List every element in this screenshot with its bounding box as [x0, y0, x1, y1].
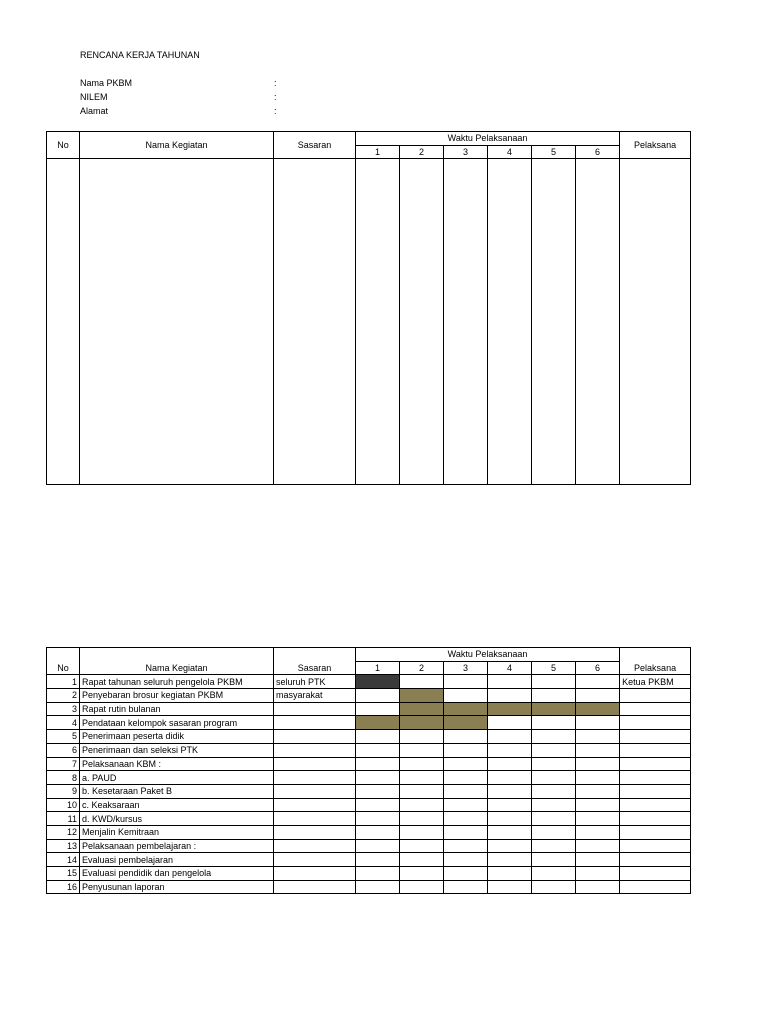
executor — [620, 771, 691, 785]
field-separator: : — [274, 78, 277, 88]
month-cell-3 — [444, 784, 488, 798]
month-cell-6 — [576, 825, 620, 839]
target-group — [274, 812, 356, 826]
month-cell-5 — [532, 743, 576, 757]
header-sasaran: Sasaran — [274, 648, 356, 675]
target-group: seluruh PTK — [274, 675, 356, 689]
month-cell-3 — [444, 812, 488, 826]
month-cell-3 — [444, 771, 488, 785]
scheduled-month-cell — [400, 716, 444, 730]
month-cell-5 — [532, 853, 576, 867]
field-label: NILEM — [80, 92, 108, 102]
month-cell-5 — [532, 880, 576, 894]
field-label: Nama PKBM — [80, 78, 133, 88]
table-row — [47, 812, 691, 826]
month-cell-5 — [532, 757, 576, 771]
header-month: 6 — [576, 661, 620, 675]
month-cell-4 — [488, 743, 532, 757]
month-cell-1 — [356, 702, 400, 716]
row-number: 5 — [47, 730, 80, 744]
month-cell-2 — [400, 784, 444, 798]
empty-cell — [532, 159, 576, 485]
empty-cell — [400, 159, 444, 485]
target-group — [274, 839, 356, 853]
target-group — [274, 880, 356, 894]
activity-name: b. Kesetaraan Paket B — [80, 784, 274, 798]
month-cell-1 — [356, 757, 400, 771]
header-month: 3 — [444, 661, 488, 675]
target-group — [274, 757, 356, 771]
table-row — [47, 839, 691, 853]
month-cell-6 — [576, 798, 620, 812]
header-waktu-pelaksanaan: Waktu Pelaksanaan — [356, 648, 620, 662]
executor — [620, 853, 691, 867]
table-row — [47, 771, 691, 785]
month-cell-5 — [532, 812, 576, 826]
activity-name: Rapat rutin bulanan — [80, 702, 274, 716]
month-cell-4 — [488, 689, 532, 703]
table-row — [47, 853, 691, 867]
target-group — [274, 867, 356, 881]
table-row — [47, 675, 691, 689]
empty-cell — [47, 159, 80, 485]
header-nama-kegiatan: Nama Kegiatan — [80, 648, 274, 675]
field-label: Alamat — [80, 106, 109, 116]
activity-name: a. PAUD — [80, 771, 274, 785]
row-number: 4 — [47, 716, 80, 730]
activity-name: c. Keaksaraan — [80, 798, 274, 812]
month-cell-6 — [576, 716, 620, 730]
field-separator: : — [274, 106, 277, 116]
header-pelaksana: Pelaksana — [620, 132, 691, 159]
month-cell-6 — [576, 730, 620, 744]
schedule-body — [47, 675, 691, 894]
month-cell-3 — [444, 689, 488, 703]
scheduled-month-cell — [400, 702, 444, 716]
table-row — [47, 716, 691, 730]
month-cell-3 — [444, 675, 488, 689]
scheduled-month-cell — [444, 702, 488, 716]
month-cell-1 — [356, 880, 400, 894]
month-cell-3 — [444, 839, 488, 853]
header-nama-kegiatan: Nama Kegiatan — [80, 132, 274, 159]
month-cell-3 — [444, 798, 488, 812]
table-row — [47, 730, 691, 744]
month-cell-2 — [400, 812, 444, 826]
empty-cell — [576, 159, 620, 485]
target-group — [274, 730, 356, 744]
month-cell-6 — [576, 867, 620, 881]
month-cell-6 — [576, 784, 620, 798]
target-group — [274, 716, 356, 730]
target-group: masyarakat — [274, 689, 356, 703]
field-nama-pkbm — [80, 78, 277, 88]
field-nilem — [80, 92, 277, 102]
month-cell-6 — [576, 812, 620, 826]
header-month: 5 — [532, 661, 576, 675]
month-cell-5 — [532, 839, 576, 853]
header-month: 4 — [488, 145, 532, 159]
month-cell-2 — [400, 730, 444, 744]
header-month: 2 — [400, 661, 444, 675]
month-cell-4 — [488, 771, 532, 785]
schedule-table — [46, 647, 691, 894]
row-number: 15 — [47, 867, 80, 881]
field-alamat — [80, 106, 277, 116]
month-cell-5 — [532, 798, 576, 812]
header-sasaran: Sasaran — [274, 132, 356, 159]
month-cell-2 — [400, 853, 444, 867]
executor — [620, 689, 691, 703]
month-cell-2 — [400, 675, 444, 689]
month-cell-4 — [488, 880, 532, 894]
month-cell-6 — [576, 743, 620, 757]
month-cell-1 — [356, 771, 400, 785]
table-row — [47, 784, 691, 798]
executor — [620, 784, 691, 798]
row-number: 10 — [47, 798, 80, 812]
activity-name: Evaluasi pembelajaran — [80, 853, 274, 867]
empty-plan-table — [46, 131, 691, 485]
empty-cell — [488, 159, 532, 485]
executor — [620, 757, 691, 771]
month-cell-2 — [400, 798, 444, 812]
month-cell-2 — [400, 880, 444, 894]
row-number: 8 — [47, 771, 80, 785]
executor — [620, 716, 691, 730]
month-cell-4 — [488, 784, 532, 798]
month-cell-1 — [356, 784, 400, 798]
month-cell-6 — [576, 853, 620, 867]
target-group — [274, 853, 356, 867]
table-row — [47, 880, 691, 894]
month-cell-1 — [356, 798, 400, 812]
month-cell-1 — [356, 689, 400, 703]
table-row — [47, 825, 691, 839]
row-number: 1 — [47, 675, 80, 689]
activity-name: Pelaksanaan KBM : — [80, 757, 274, 771]
row-number: 12 — [47, 825, 80, 839]
month-cell-5 — [532, 675, 576, 689]
month-cell-4 — [488, 730, 532, 744]
month-cell-4 — [488, 675, 532, 689]
activity-name: Penyebaran brosur kegiatan PKBM — [80, 689, 274, 703]
activity-name: Rapat tahunan seluruh pengelola PKBM — [80, 675, 274, 689]
table-row — [47, 798, 691, 812]
document-title: RENCANA KERJA TAHUNAN — [80, 50, 200, 60]
month-cell-1 — [356, 730, 400, 744]
empty-cell — [444, 159, 488, 485]
month-cell-3 — [444, 880, 488, 894]
month-cell-6 — [576, 880, 620, 894]
executor — [620, 839, 691, 853]
month-cell-6 — [576, 839, 620, 853]
month-cell-4 — [488, 716, 532, 730]
header-waktu-pelaksanaan: Waktu Pelaksanaan — [356, 132, 620, 146]
month-cell-3 — [444, 730, 488, 744]
executor — [620, 730, 691, 744]
table-row — [47, 757, 691, 771]
scheduled-month-cell — [400, 689, 444, 703]
row-number: 6 — [47, 743, 80, 757]
month-cell-2 — [400, 743, 444, 757]
scheduled-month-cell — [356, 675, 400, 689]
table-row — [47, 689, 691, 703]
row-number: 7 — [47, 757, 80, 771]
executor: Ketua PKBM — [620, 675, 691, 689]
month-cell-5 — [532, 771, 576, 785]
header-month: 3 — [444, 145, 488, 159]
scheduled-month-cell — [356, 716, 400, 730]
scheduled-month-cell — [444, 716, 488, 730]
activity-name: Pelaksanaan pembelajaran : — [80, 839, 274, 853]
header-month: 4 — [488, 661, 532, 675]
executor — [620, 798, 691, 812]
month-cell-3 — [444, 825, 488, 839]
month-cell-4 — [488, 757, 532, 771]
activity-name: Penerimaan dan seleksi PTK — [80, 743, 274, 757]
executor — [620, 880, 691, 894]
month-cell-1 — [356, 867, 400, 881]
month-cell-5 — [532, 716, 576, 730]
executor — [620, 867, 691, 881]
month-cell-4 — [488, 853, 532, 867]
month-cell-4 — [488, 812, 532, 826]
header-month: 1 — [356, 661, 400, 675]
month-cell-4 — [488, 798, 532, 812]
empty-cell — [274, 159, 356, 485]
month-cell-5 — [532, 825, 576, 839]
month-cell-6 — [576, 675, 620, 689]
month-cell-5 — [532, 689, 576, 703]
activity-name: Pendataan kelompok sasaran program — [80, 716, 274, 730]
month-cell-4 — [488, 839, 532, 853]
month-cell-2 — [400, 839, 444, 853]
month-cell-6 — [576, 757, 620, 771]
empty-body-row — [47, 159, 691, 485]
executor — [620, 743, 691, 757]
header-no: No — [47, 648, 80, 675]
header-month: 5 — [532, 145, 576, 159]
empty-cell — [356, 159, 400, 485]
month-cell-4 — [488, 867, 532, 881]
executor — [620, 812, 691, 826]
month-cell-1 — [356, 743, 400, 757]
activity-name: Menjalin Kemitraan — [80, 825, 274, 839]
target-group — [274, 798, 356, 812]
month-cell-4 — [488, 825, 532, 839]
header-no: No — [47, 132, 80, 159]
header-pelaksana: Pelaksana — [620, 648, 691, 675]
scheduled-month-cell — [576, 702, 620, 716]
empty-cell — [620, 159, 691, 485]
header-month: 6 — [576, 145, 620, 159]
table-row — [47, 743, 691, 757]
target-group — [274, 825, 356, 839]
month-cell-5 — [532, 730, 576, 744]
month-cell-3 — [444, 743, 488, 757]
month-cell-6 — [576, 771, 620, 785]
row-number: 9 — [47, 784, 80, 798]
month-cell-5 — [532, 784, 576, 798]
target-group — [274, 771, 356, 785]
row-number: 2 — [47, 689, 80, 703]
month-cell-2 — [400, 757, 444, 771]
month-cell-3 — [444, 757, 488, 771]
month-cell-2 — [400, 825, 444, 839]
month-cell-2 — [400, 867, 444, 881]
month-cell-1 — [356, 853, 400, 867]
scheduled-month-cell — [532, 702, 576, 716]
activity-name: Penerimaan peserta didik — [80, 730, 274, 744]
month-cell-3 — [444, 853, 488, 867]
table-row — [47, 867, 691, 881]
month-cell-1 — [356, 839, 400, 853]
header-month: 2 — [400, 145, 444, 159]
month-cell-6 — [576, 689, 620, 703]
month-cell-1 — [356, 812, 400, 826]
executor — [620, 702, 691, 716]
row-number: 14 — [47, 853, 80, 867]
activity-name: Evaluasi pendidik dan pengelola — [80, 867, 274, 881]
table-row — [47, 702, 691, 716]
row-number: 11 — [47, 812, 80, 826]
empty-cell — [80, 159, 274, 485]
row-number: 13 — [47, 839, 80, 853]
header-month: 1 — [356, 145, 400, 159]
month-cell-2 — [400, 771, 444, 785]
activity-name: d. KWD/kursus — [80, 812, 274, 826]
month-cell-5 — [532, 867, 576, 881]
target-group — [274, 702, 356, 716]
target-group — [274, 743, 356, 757]
executor — [620, 825, 691, 839]
target-group — [274, 784, 356, 798]
month-cell-3 — [444, 867, 488, 881]
row-number: 16 — [47, 880, 80, 894]
month-cell-1 — [356, 825, 400, 839]
activity-name: Penyusunan laporan — [80, 880, 274, 894]
scheduled-month-cell — [488, 702, 532, 716]
field-separator: : — [274, 92, 277, 102]
row-number: 3 — [47, 702, 80, 716]
